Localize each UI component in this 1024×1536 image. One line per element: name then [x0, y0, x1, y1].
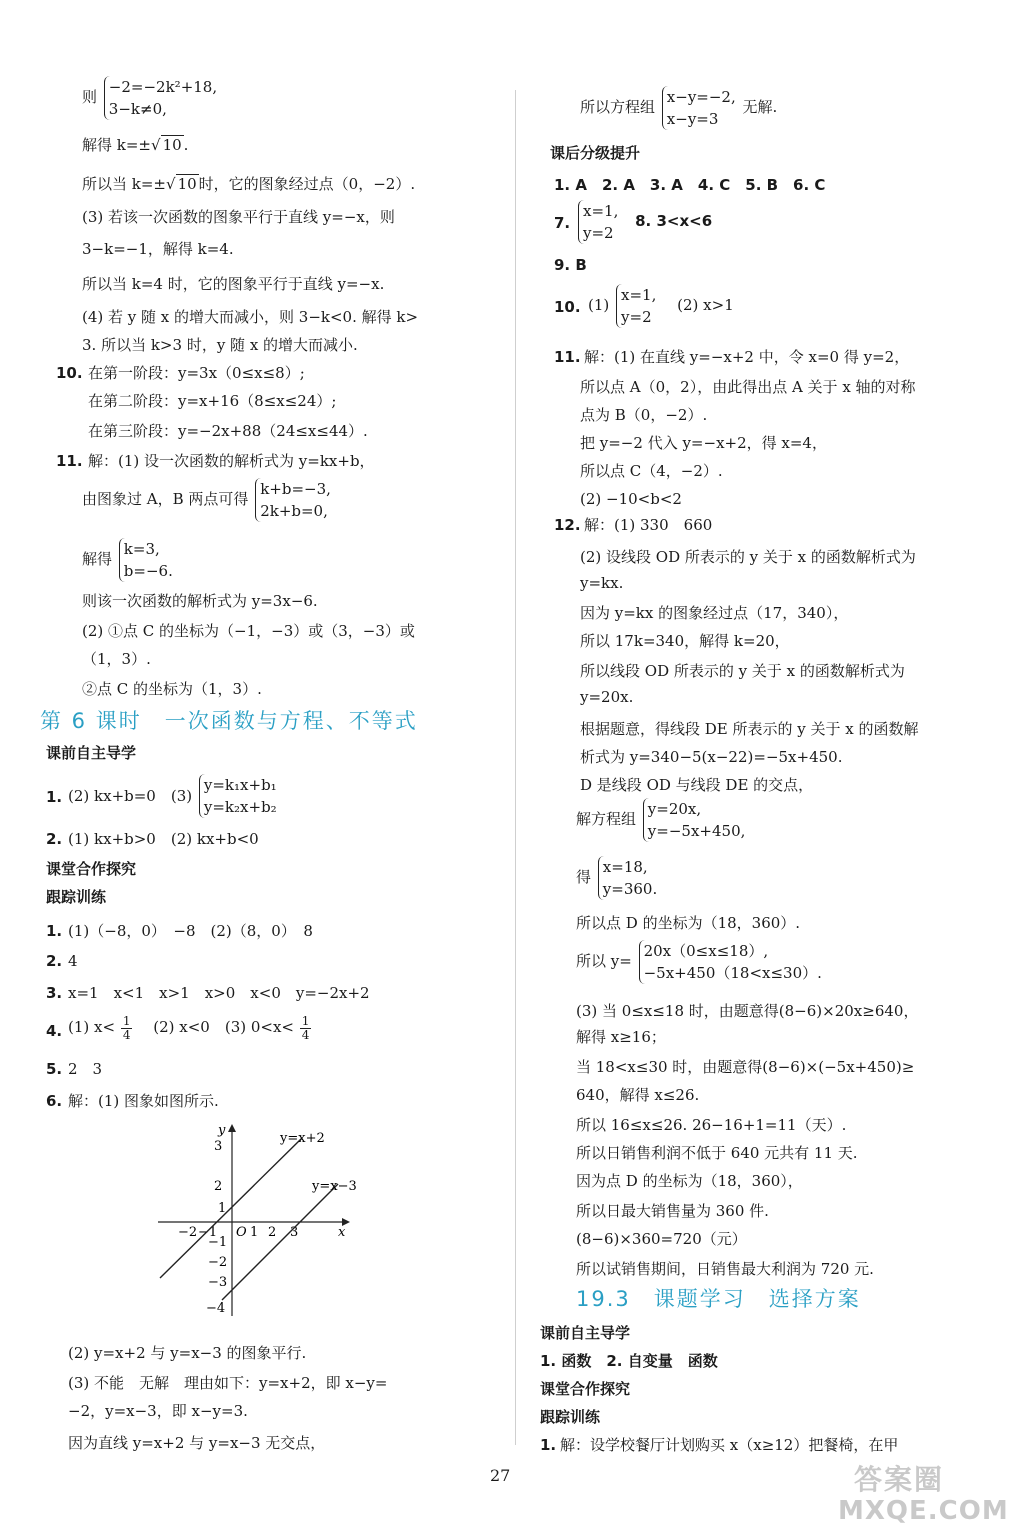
question-number: 1.: [540, 1436, 557, 1454]
equation-system: y=k₁x+b₁ y=k₂x+b₂: [199, 774, 277, 818]
answer-line: （1，3）.: [82, 650, 151, 668]
answer-line: x=1 x<1 x>1 x>0 x<0 y=−2x+2: [68, 984, 370, 1002]
answer-line: 解：设学校餐厅计划购买 x（x≥12）把餐椅，在甲: [560, 1436, 899, 1454]
y-tick: 3: [214, 1139, 223, 1154]
line-y-x-minus-3: [222, 1184, 338, 1300]
y-axis-arrow: [228, 1124, 236, 1132]
question-number: 1.: [46, 788, 63, 806]
answer-line: 所以线段 OD 所表示的 y 关于 x 的函数解析式为: [580, 662, 905, 680]
equation-system: k+b=−3, 2k+b=0,: [255, 478, 331, 522]
equation-system: x=18, y=360.: [598, 856, 657, 900]
watermark-logo: [830, 1458, 1010, 1528]
answer-line: 点为 B（0，−2）.: [580, 406, 708, 424]
answer-line: D 是线段 OD 与线段 DE 的交点，: [580, 776, 814, 794]
answer-line: 得 x=18, y=360.: [576, 858, 658, 898]
equation-system: y=20x, y=−5x+450,: [643, 798, 746, 842]
line-y-x-plus-2: [160, 1138, 302, 1278]
answer-line: 3. 所以当 k>3 时，y 随 x 的增大而减小.: [82, 336, 358, 354]
x-tick: −1: [198, 1225, 218, 1240]
answer-line: (3) 不能 无解 理由如下：y=x+2，即 x−y=: [68, 1374, 388, 1392]
answer-line: (1)（−8，0） −8 (2)（8，0） 8: [68, 922, 313, 940]
answer-line: 解得 k=±√ 10 .: [82, 136, 189, 154]
answer-line: 因为 y=kx 的图象经过点（17，340），: [580, 604, 849, 622]
answer-line: (2) −10<b<2: [580, 490, 682, 508]
answer-line: 解：(1) 330 660: [584, 516, 713, 534]
answer-line: 解：(1) 图象如图所示.: [68, 1092, 219, 1110]
answer-line: 在第三阶段：y=−2x+88（24≤x≤44）.: [88, 422, 368, 440]
answer-line: [82, 76, 219, 120]
question-number: 10.: [56, 364, 83, 382]
answer-line: 因为直线 y=x+2 与 y=x−3 无交点，: [68, 1434, 326, 1452]
answer-line: y=20x.: [580, 688, 634, 706]
section-heading: 课堂合作探究: [46, 860, 137, 878]
answer-line: 根据题意，得线段 DE 所表示的 y 关于 x 的函数解: [580, 720, 919, 738]
answer-line: (1) x< $\frac{1}{4}$ (2) x<0 (3) 0<x< $\frac{1}{4}$: [68, 1013, 310, 1042]
question-number: 11.: [56, 452, 83, 470]
answer-line: 所以点 A（0，2），由此得出点 A 关于 x 轴的对称: [580, 378, 916, 396]
line-label: y=x+2: [280, 1131, 325, 1146]
answer-line: 2 3: [68, 1060, 103, 1078]
answer-line: 由图象过 A，B 两点可得 k+b=−3, 2k+b=0,: [82, 480, 331, 520]
section-heading: 课前自主导学: [540, 1324, 631, 1342]
answer-line: 所以日销售利润不低于 640 元共有 11 天.: [576, 1144, 858, 1162]
answer-line: 所以点 C（4，−2）.: [580, 462, 723, 480]
y-tick: 1: [218, 1201, 227, 1216]
answer-line: 解方程组 y=20x, y=−5x+450,: [576, 800, 746, 840]
function-graph: [152, 1120, 382, 1318]
answer-line: (2) ①点 C 的坐标为（−1，−3）或（3，−3）或: [82, 622, 415, 640]
line-label: y=x−3: [312, 1179, 357, 1194]
answer-line: 在第二阶段：y=x+16（8≤x≤24）;: [88, 392, 337, 410]
question-number: 1.: [46, 922, 63, 940]
equation-system: x=1, y=2: [578, 200, 618, 244]
section-heading: 课后分级提升: [550, 144, 641, 162]
lesson-heading: 19.3 课题学习 选择方案: [576, 1287, 861, 1311]
answer-line: 1. A 2. A 3. A 4. C 5. B 6. C: [554, 176, 826, 194]
answer-line: ②点 C 的坐标为（1，3）.: [82, 680, 262, 698]
question-number: 4.: [46, 1022, 63, 1040]
section-heading: 跟踪训练: [46, 888, 107, 906]
x-tick: 3: [290, 1225, 299, 1240]
answer-line: (1) kx+b>0 (2) kx+b<0: [68, 830, 259, 848]
answer-line: −2，y=x−3，即 x−y=3.: [68, 1402, 248, 1420]
answer-line: 3−k=−1，解得 k=4.: [82, 240, 234, 258]
question-number: 3.: [46, 984, 63, 1002]
answer-line: 所以当 k=4 时，它的图象平行于直线 y=−x.: [82, 275, 385, 293]
equation-system: −2=−2k²+18, 3−k≠0,: [104, 76, 217, 120]
answer-line: 所以试销售期间，日销售最大利润为 720 元.: [576, 1260, 874, 1278]
y-tick: 2: [214, 1179, 223, 1194]
question-number: 12.: [554, 516, 581, 534]
equation-system: x−y=−2, x−y=3: [662, 86, 736, 130]
equation-system: 20x（0≤x≤18）, −5x+450（18<x≤30）.: [639, 940, 822, 984]
page-number: 27: [490, 1466, 511, 1485]
answer-line: (1) x=1, y=2 (2) x>1: [588, 286, 734, 326]
answer-line: (3) 若该一次函数的图象平行于直线 y=−x，则: [82, 208, 395, 226]
answer-line: 解：(1) 设一次函数的解析式为 y=kx+b，: [88, 452, 375, 470]
answer-line: 解得 k=3, b=−6.: [82, 540, 173, 580]
x-axis-label: x: [338, 1225, 346, 1240]
answer-line: 解得 x≥16；: [576, 1028, 666, 1046]
y-tick: −3: [208, 1275, 228, 1290]
answer-line: 因为点 D 的坐标为（18，360），: [576, 1172, 803, 1190]
answer-line: 所以 16≤x≤26. 26−16+1=11（天）.: [576, 1116, 847, 1134]
answer-line: (2) y=x+2 与 y=x−3 的图象平行.: [68, 1344, 307, 1362]
answer-line: 640，解得 x≤26.: [576, 1086, 700, 1104]
question-number: 5.: [46, 1060, 63, 1078]
section-heading: 课前自主导学: [46, 744, 137, 762]
question-number: 2.: [46, 952, 63, 970]
y-tick: −1: [208, 1235, 228, 1250]
x-tick: −2: [178, 1225, 198, 1240]
answer-line: 解：(1) 在直线 y=−x+2 中，令 x=0 得 y=2，: [584, 348, 910, 366]
answer-line: (2) 设线段 OD 所表示的 y 关于 x 的函数解析式为: [580, 548, 916, 566]
answer-line: 在第一阶段：y=3x（0≤x≤8）;: [88, 364, 305, 382]
answer-line: (4) 若 y 随 x 的增大而减小，则 3−k<0. 解得 k>: [82, 308, 419, 326]
answer-line: 所以日最大销售量为 360 件.: [576, 1202, 769, 1220]
watermark-url: MXQE.COM: [838, 1496, 1009, 1526]
question-number: 2.: [46, 830, 63, 848]
answer-line: 所以点 D 的坐标为（18，360）.: [576, 914, 801, 932]
answer-line: 当 18<x≤30 时，由题意得(8−6)×(−5x+450)≥: [576, 1058, 915, 1076]
answer-line: 所以当 k=±√ 10 时，它的图象经过点（0，−2）.: [82, 175, 416, 193]
answer-line: x=1, y=2 8. 3<x<6: [576, 200, 712, 244]
question-number: 11.: [554, 348, 581, 366]
answer-line: 则该一次函数的解析式为 y=3x−6.: [82, 592, 318, 610]
lesson-heading: 第 6 课时 一次函数与方程、不等式: [40, 709, 418, 733]
x-tick: 1: [250, 1225, 259, 1240]
question-number: 7.: [554, 214, 571, 232]
x-tick: 2: [268, 1225, 277, 1240]
answer-line: 1. 函数 2. 自变量 函数: [540, 1352, 718, 1370]
question-number: 6.: [46, 1092, 63, 1110]
y-axis-label: y: [218, 1123, 226, 1138]
question-number: 10.: [554, 298, 581, 316]
answer-line: y=kx.: [580, 574, 624, 592]
column-divider: [515, 90, 516, 1445]
watermark-text: 答案圈: [854, 1463, 945, 1496]
answer-line: 所以 y= 20x（0≤x≤18）, −5x+450（18<x≤30）.: [576, 942, 822, 982]
origin-label: O: [236, 1225, 247, 1240]
answer-line: (2) kx+b=0 (3) y=k₁x+b₁ y=k₂x+b₂: [68, 776, 277, 816]
answer-line: 4: [68, 952, 78, 970]
answer-line: 所以方程组 x−y=−2, x−y=3 无解.: [580, 88, 778, 128]
answer-line: 9. B: [554, 256, 587, 274]
section-heading: 跟踪训练: [540, 1408, 601, 1426]
answer-line: 把 y=−2 代入 y=−x+2，得 x=4，: [580, 434, 827, 452]
y-tick: −4: [206, 1301, 226, 1316]
y-tick: −2: [208, 1255, 228, 1270]
answer-line: (8−6)×360=720（元）: [576, 1230, 747, 1248]
section-heading: 课堂合作探究: [540, 1380, 631, 1398]
text: 则: [82, 88, 98, 106]
equation-system: k=3, b=−6.: [119, 538, 173, 582]
equation-system: x=1, y=2: [616, 284, 656, 328]
answer-line: 所以 17k=340，解得 k=20，: [580, 632, 790, 650]
answer-line: 析式为 y=340−5(x−22)=−5x+450.: [580, 748, 843, 766]
answer-line: (3) 当 0≤x≤18 时，由题意得(8−6)×20x≥640，: [576, 1002, 919, 1020]
